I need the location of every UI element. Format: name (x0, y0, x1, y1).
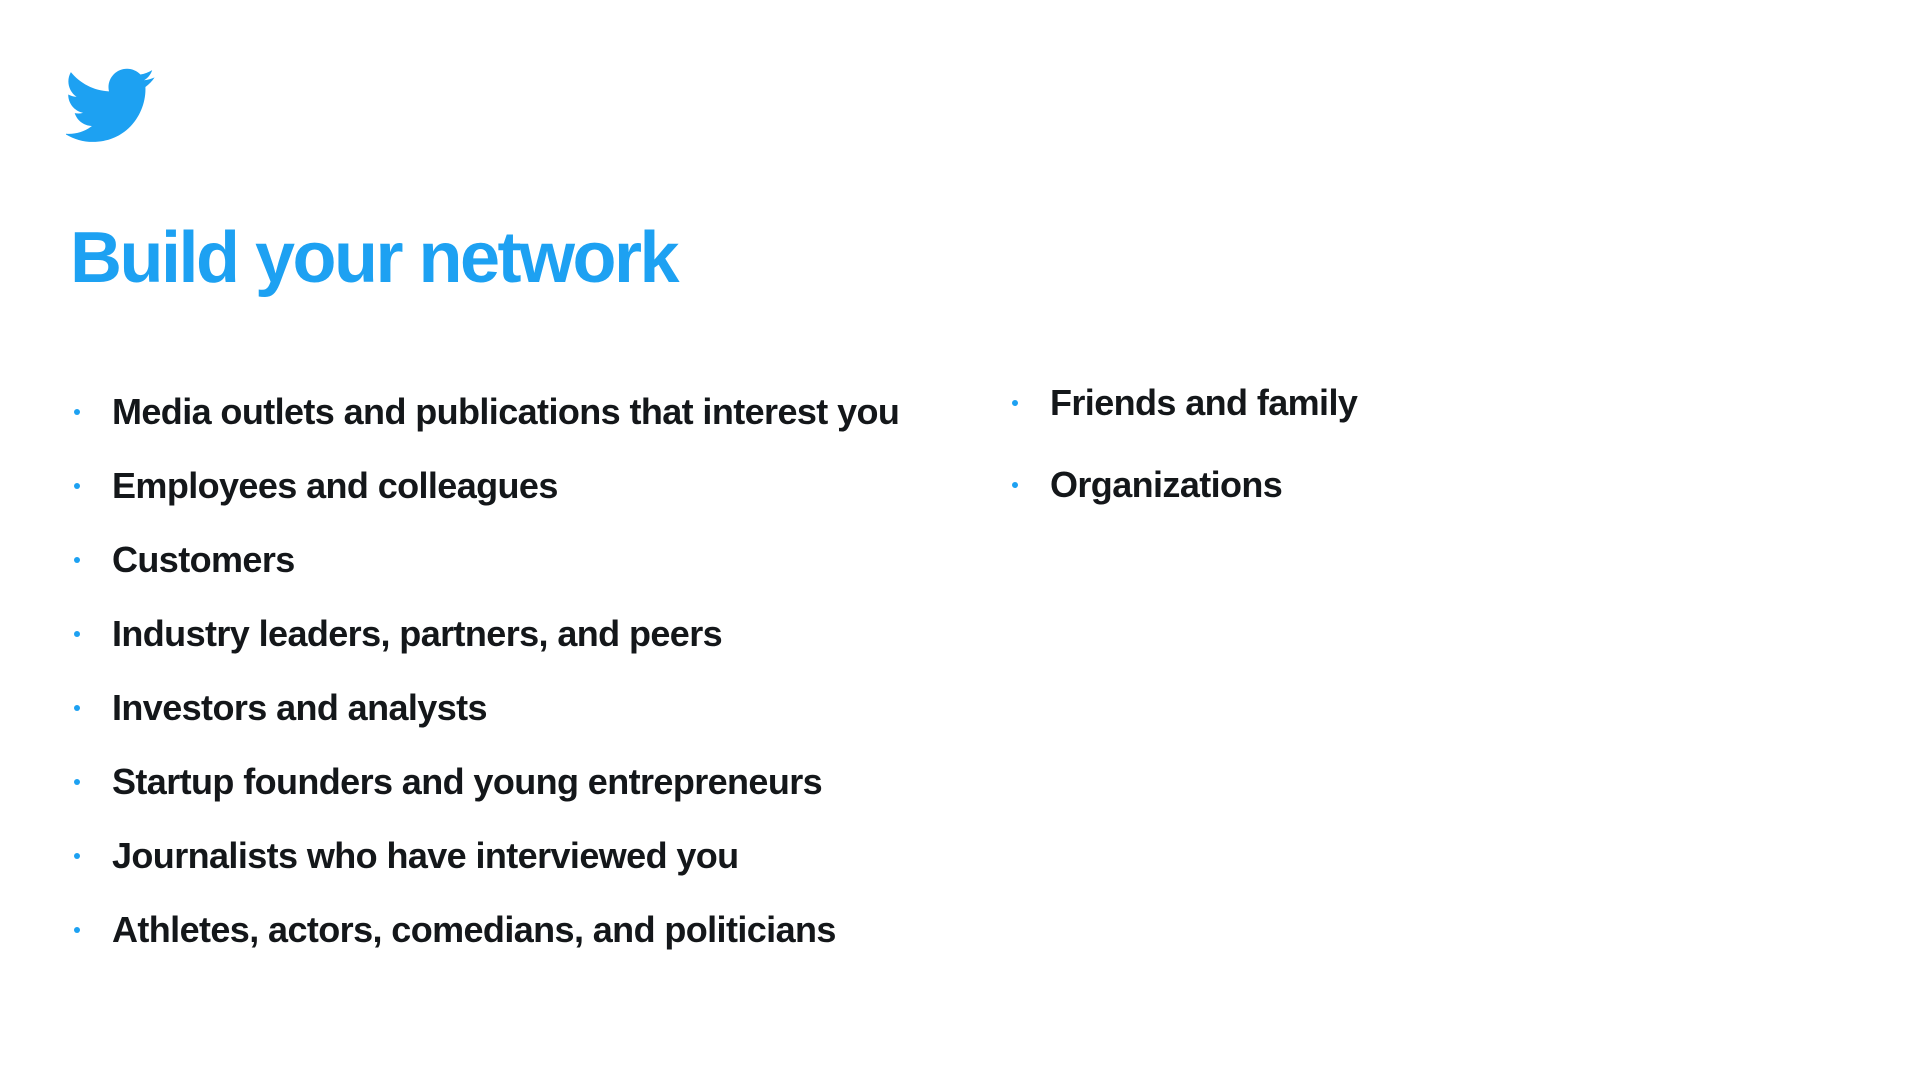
list-item-label: Investors and analysts (112, 687, 487, 728)
list-item (1012, 366, 1357, 440)
list-item-label: Media outlets and publications that interest you (112, 391, 900, 432)
bullet-icon (1012, 482, 1018, 488)
list-item-label: Customers (112, 539, 295, 580)
list-item-label: Employees and colleagues (112, 465, 558, 506)
bullet-icon (74, 409, 80, 415)
page-title: Build your network (70, 218, 678, 298)
bullet-icon (74, 631, 80, 637)
bullet-icon (74, 927, 80, 933)
bullet-icon (74, 779, 80, 785)
bullet-icon (74, 853, 80, 859)
bullet-icon (74, 705, 80, 711)
list-item (74, 597, 899, 671)
bullet-icon (1012, 400, 1018, 406)
bullet-icon (74, 557, 80, 563)
list-item-label: Friends and family (1050, 382, 1358, 423)
twitter-bird-icon (66, 68, 156, 144)
list-item-label: Industry leaders, partners, and peers (112, 613, 723, 654)
list-item (74, 449, 899, 523)
left-bullet-list (74, 375, 899, 967)
list-item-label: Organizations (1050, 464, 1283, 505)
list-item (74, 375, 899, 449)
list-item (1012, 448, 1357, 522)
bullet-icon (74, 483, 80, 489)
list-item (74, 671, 899, 745)
list-item (74, 893, 899, 967)
list-item (74, 745, 899, 819)
right-bullet-list (1012, 366, 1357, 522)
list-item-label: Startup founders and young entrepreneurs (112, 761, 823, 802)
list-item-label: Athletes, actors, comedians, and politicians (112, 909, 836, 950)
list-item (74, 819, 899, 893)
list-item (74, 523, 899, 597)
list-item-label: Journalists who have interviewed you (112, 835, 739, 876)
